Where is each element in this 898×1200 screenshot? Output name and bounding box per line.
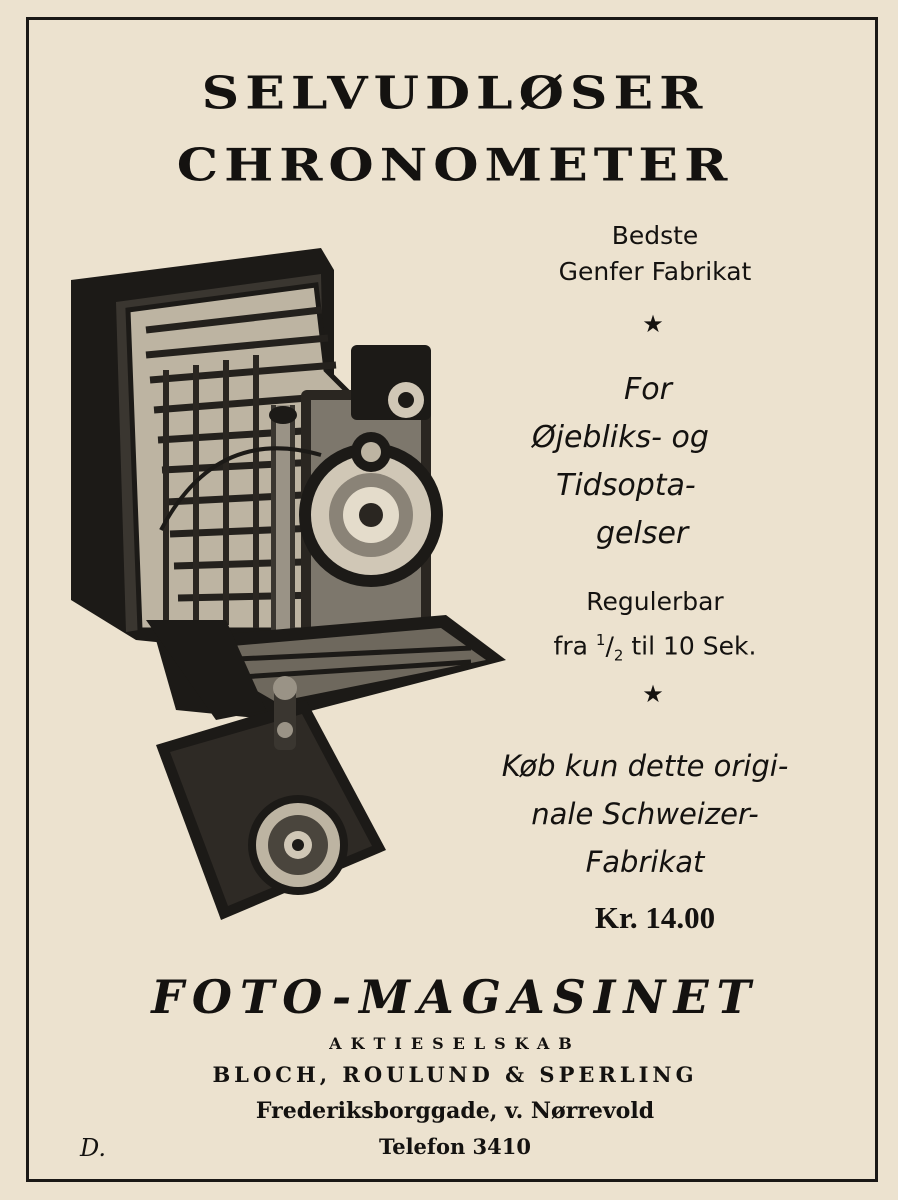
quality-text	[510, 218, 800, 290]
quality-line-1: Bedste	[611, 221, 699, 250]
adjust-line-1: Regulerbar	[586, 587, 724, 616]
use-line-3: Tidsopta-	[556, 468, 696, 503]
adjust-line-2	[490, 621, 820, 674]
headline-line-1: SELVUDLØSER	[201, 67, 709, 120]
fraction-denominator: 2	[613, 646, 624, 665]
fraction-numerator: 1	[595, 631, 606, 649]
star-icon-2: ★	[642, 680, 664, 708]
use-text	[520, 366, 800, 558]
adjust-line-2-start: fra	[553, 631, 588, 661]
signature: D.	[80, 1134, 107, 1162]
phone: Telefon 3410	[379, 1134, 531, 1159]
buy-line-1: Køb kun dette origi-	[501, 749, 789, 783]
folding-camera-with-self-timer-icon	[66, 240, 516, 930]
use-line-2: Øjebliks- og	[532, 420, 709, 455]
use-line-4: gelser	[596, 516, 689, 551]
quality-line-2: Genfer Fabrikat	[558, 257, 752, 286]
price: Kr. 14.00	[594, 900, 716, 935]
adjust-line-2-end: til 10 Sek.	[631, 631, 757, 661]
star-icon-1: ★	[642, 310, 664, 338]
buy-text	[455, 742, 835, 886]
buy-line-3: Fabrikat	[585, 845, 705, 879]
brand-name: FOTO-MAGASINET	[151, 970, 759, 1024]
buy-line-2: nale Schweizer-	[531, 797, 759, 831]
fraction-separator: /	[605, 631, 614, 661]
adjust-text	[490, 583, 820, 674]
owners: BLOCH, ROULUND & SPERLING	[212, 1062, 698, 1087]
company-type: AKTIESELSKAB	[329, 1034, 581, 1053]
headline-line-2: CHRONOMETER	[176, 139, 734, 192]
use-line-1: For	[624, 372, 672, 407]
address: Frederiksborggade, v. Nørrevold	[255, 1098, 655, 1124]
